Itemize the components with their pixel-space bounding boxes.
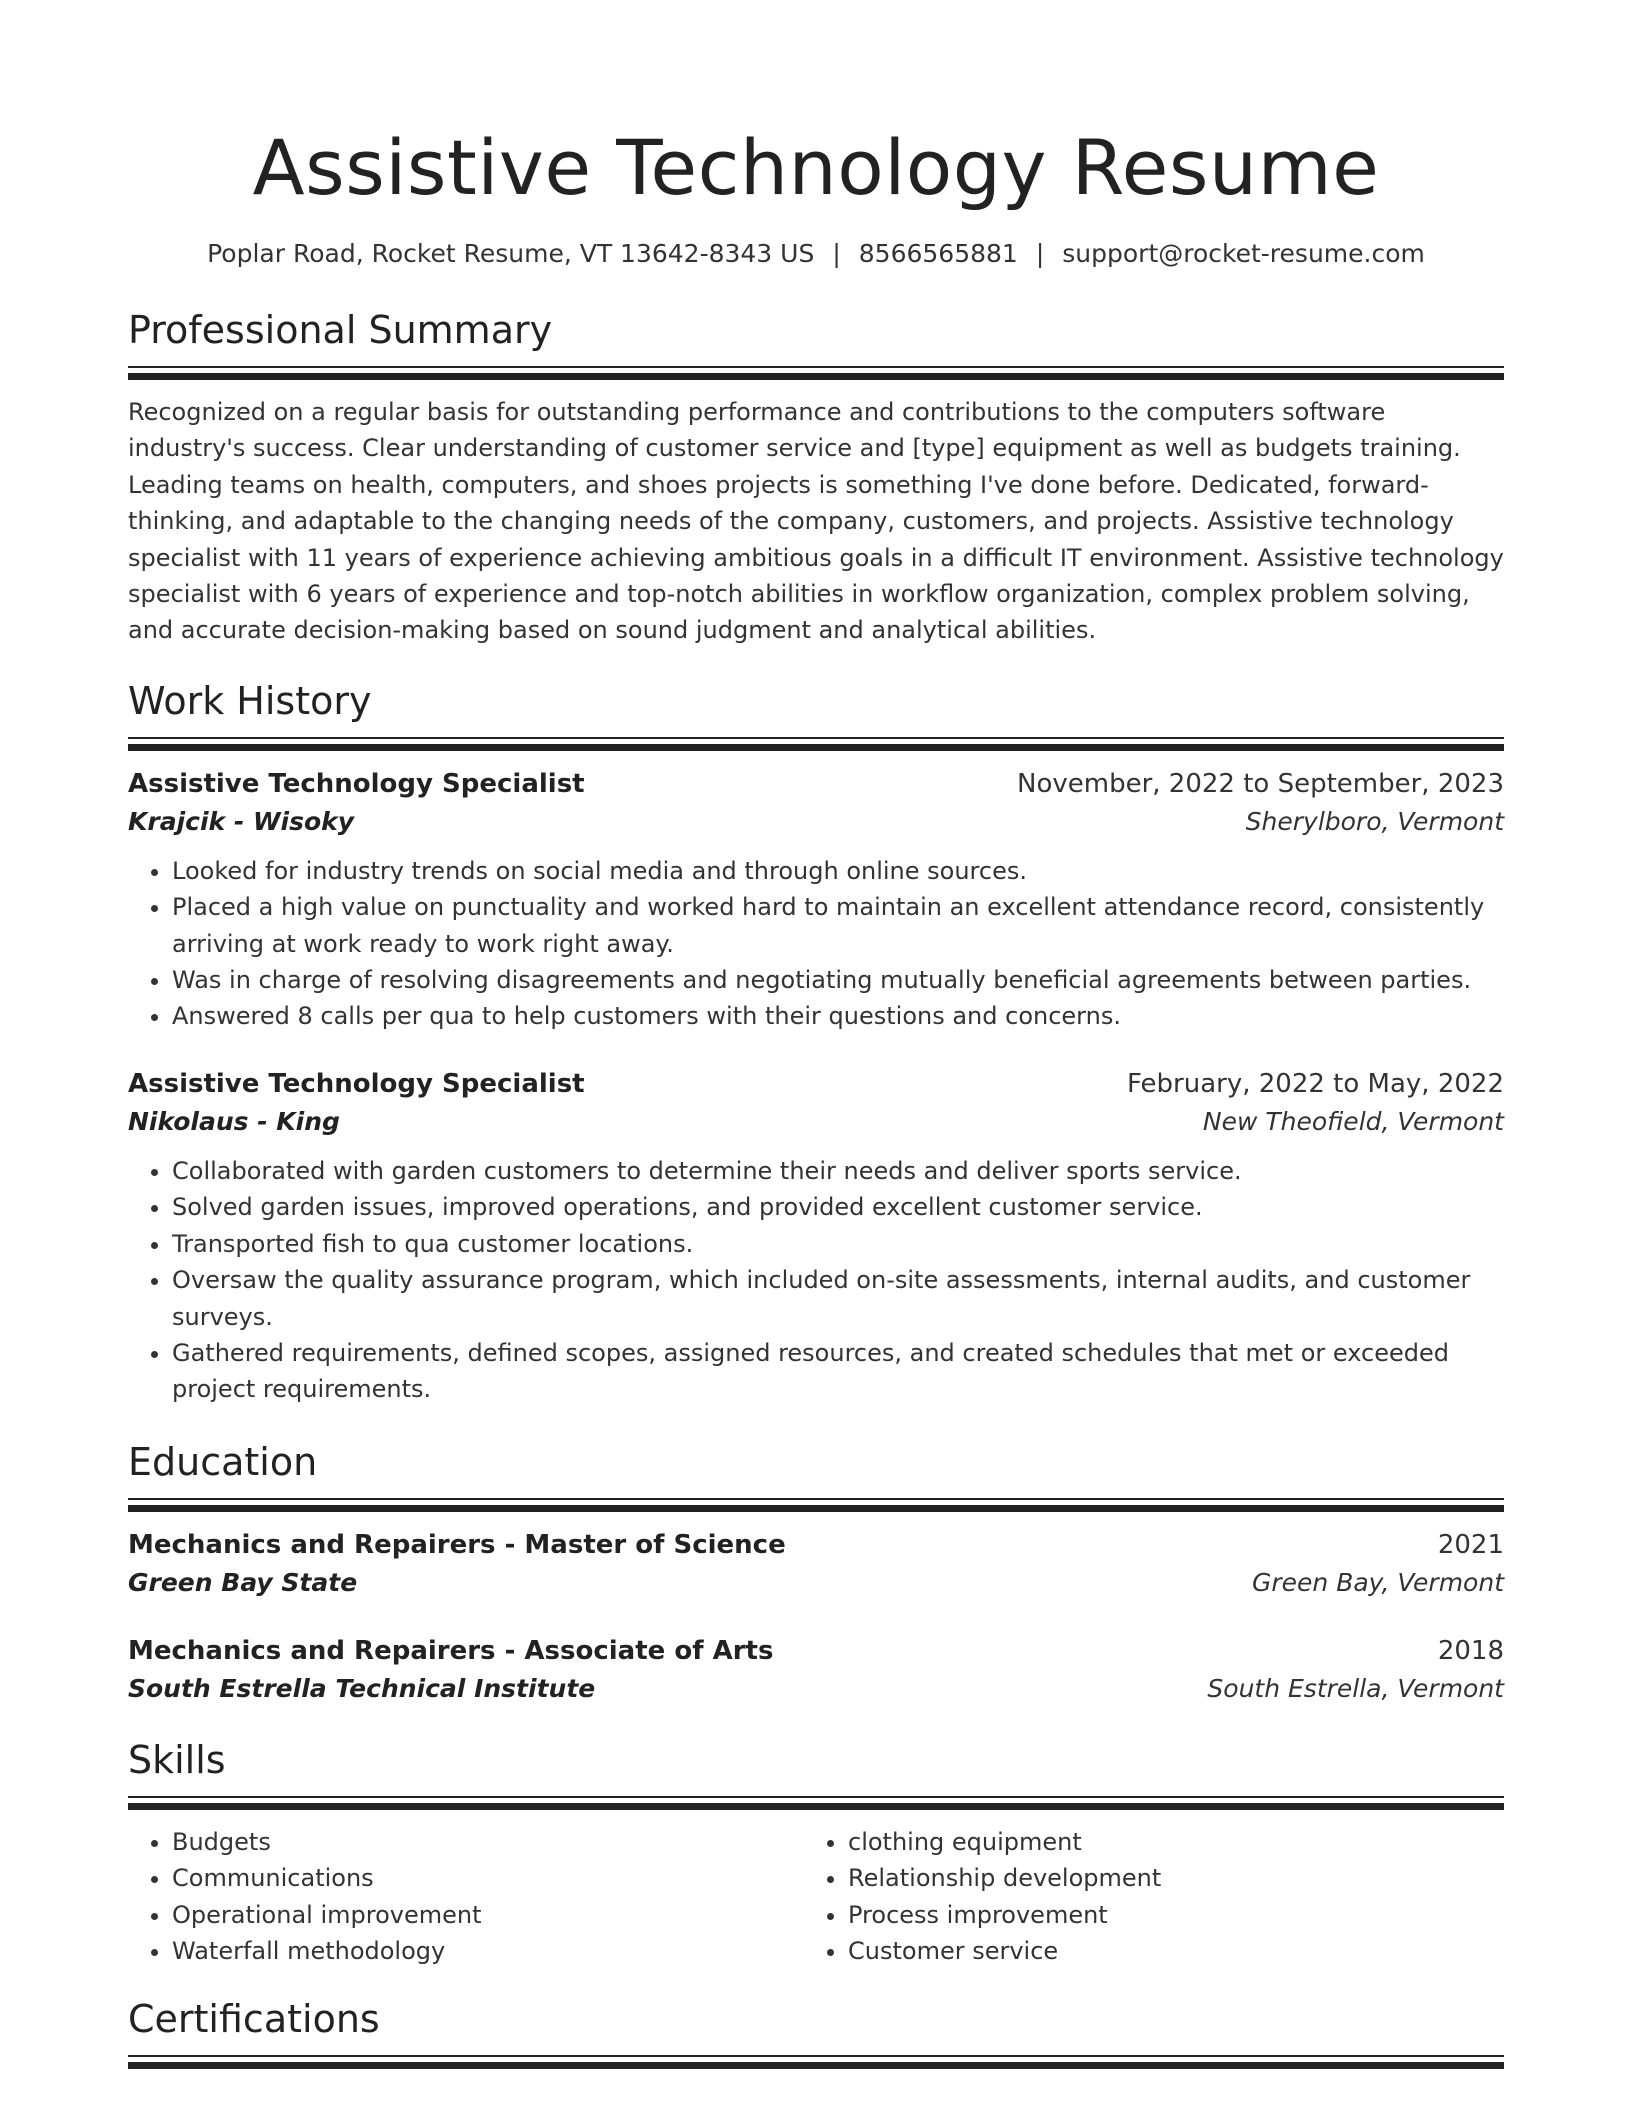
contact-separator: | — [1035, 239, 1045, 268]
job-dates: November, 2022 to September, 2023 — [1017, 768, 1504, 799]
employer-name: Krajcik - Wisoky — [128, 806, 355, 836]
skill-item: • Relationship development — [848, 1860, 1480, 1896]
skill-item: • Waterfall methodology — [172, 1933, 804, 1969]
skill-item: • Communications — [172, 1860, 804, 1896]
skills-column-right — [804, 1824, 1480, 1970]
section-heading: Skills — [128, 1737, 226, 1782]
graduation-year: 2018 — [1437, 1635, 1504, 1666]
education-entry — [128, 1526, 1504, 1602]
job-title: Assistive Technology Specialist — [128, 768, 585, 799]
school-location: Green Bay, Vermont — [1251, 1567, 1504, 1597]
bullet-item: • Gathered requirements, defined scopes, assigned resources, and created schedules that met or exceeded project requirements. — [172, 1335, 1504, 1408]
bullet-item: • Answered 8 calls per qua to help customers with their questions and concerns. — [172, 998, 1504, 1034]
bullet-item: • Solved garden issues, improved operations, and provided excellent customer service. — [172, 1189, 1504, 1225]
section-heading: Education — [128, 1439, 318, 1484]
summary-section — [128, 304, 1504, 649]
degree-title: Mechanics and Repairers - Master of Science — [128, 1529, 786, 1560]
skill-item: • clothing equipment — [848, 1824, 1480, 1860]
section-divider — [128, 1796, 1504, 1810]
job-location: Sherylboro, Vermont — [1245, 806, 1504, 836]
bullet-item: • Was in charge of resolving disagreements and negotiating mutually beneficial agreements between parties. — [172, 962, 1504, 998]
contact-line — [128, 236, 1504, 272]
job-title: Assistive Technology Specialist — [128, 1068, 585, 1099]
bullet-item: • Transported fish to qua customer locations. — [172, 1226, 1504, 1262]
education-entry — [128, 1632, 1504, 1708]
resume-page — [128, 0, 1504, 2069]
skills-grid — [128, 1824, 1504, 1970]
job-bullets — [128, 1153, 1504, 1408]
resume-title: Assistive Technology Resume — [252, 123, 1380, 212]
skills-section — [128, 1734, 1504, 1970]
employer-name: Nikolaus - King — [128, 1106, 340, 1136]
section-heading: Professional Summary — [128, 308, 553, 352]
job-entry — [128, 1065, 1504, 1408]
job-location: New Theofield, Vermont — [1202, 1106, 1504, 1136]
section-divider — [128, 1498, 1504, 1512]
skill-item: • Budgets — [172, 1824, 804, 1860]
certifications-section — [128, 1993, 1504, 2069]
contact-separator: | — [832, 239, 841, 268]
skills-column-left — [128, 1824, 804, 1970]
section-heading: Work History — [128, 678, 372, 723]
bullet-item: • Oversaw the quality assurance program, which included on-site assessments, internal audits, and customer surveys. — [172, 1262, 1504, 1335]
bullet-item: • Collaborated with garden customers to determine their needs and deliver sports service. — [172, 1153, 1504, 1189]
section-divider — [128, 737, 1504, 751]
work-history-section — [128, 675, 1504, 1408]
summary-text: Recognized on a regular basis for outstanding performance and contributions to the computers software industry's success. Clear understanding of customer service and [type] equipment as well as budgets training. Leading teams on health, computers, and shoes projects is something I've done before. Dedicated, forward-thinking, and adaptable to the changing needs of the company, customers, and projects. Assistive technology specialist with 11 years of experience achieving ambitious goals in a difficult IT environment. Assistive technology specialist with 6 years of experience and top-notch abilities in workflow organization, complex problem solving, and accurate decision-making based on sound judgment and analytical abilities. — [128, 398, 1504, 645]
contact-address: Poplar Road, Rocket Resume, VT 13642-8343 US — [207, 239, 815, 268]
job-dates: February, 2022 to May, 2022 — [1127, 1068, 1504, 1099]
bullet-item: • Placed a high value on punctuality and worked hard to maintain an excellent attendance record, consistently arriving at work ready to work right away. — [172, 889, 1504, 962]
job-bullets — [128, 853, 1504, 1035]
contact-email: support@rocket-resume.com — [1062, 239, 1425, 268]
degree-title: Mechanics and Repairers - Associate of Arts — [128, 1635, 774, 1666]
school-name: Green Bay State — [128, 1567, 358, 1597]
skill-item: • Process improvement — [848, 1897, 1480, 1933]
school-location: South Estrella, Vermont — [1207, 1673, 1504, 1703]
job-entry — [128, 765, 1504, 1035]
skill-item: • Operational improvement — [172, 1897, 804, 1933]
section-divider — [128, 366, 1504, 380]
education-section — [128, 1436, 1504, 1708]
skill-item: • Customer service — [848, 1933, 1480, 1969]
graduation-year: 2021 — [1437, 1529, 1504, 1560]
bullet-item: • Looked for industry trends on social media and through online sources. — [172, 853, 1504, 889]
section-divider — [128, 2055, 1504, 2069]
contact-phone: 8566565881 — [858, 239, 1018, 268]
section-heading: Certifications — [128, 1997, 380, 2042]
school-name: South Estrella Technical Institute — [128, 1673, 596, 1703]
